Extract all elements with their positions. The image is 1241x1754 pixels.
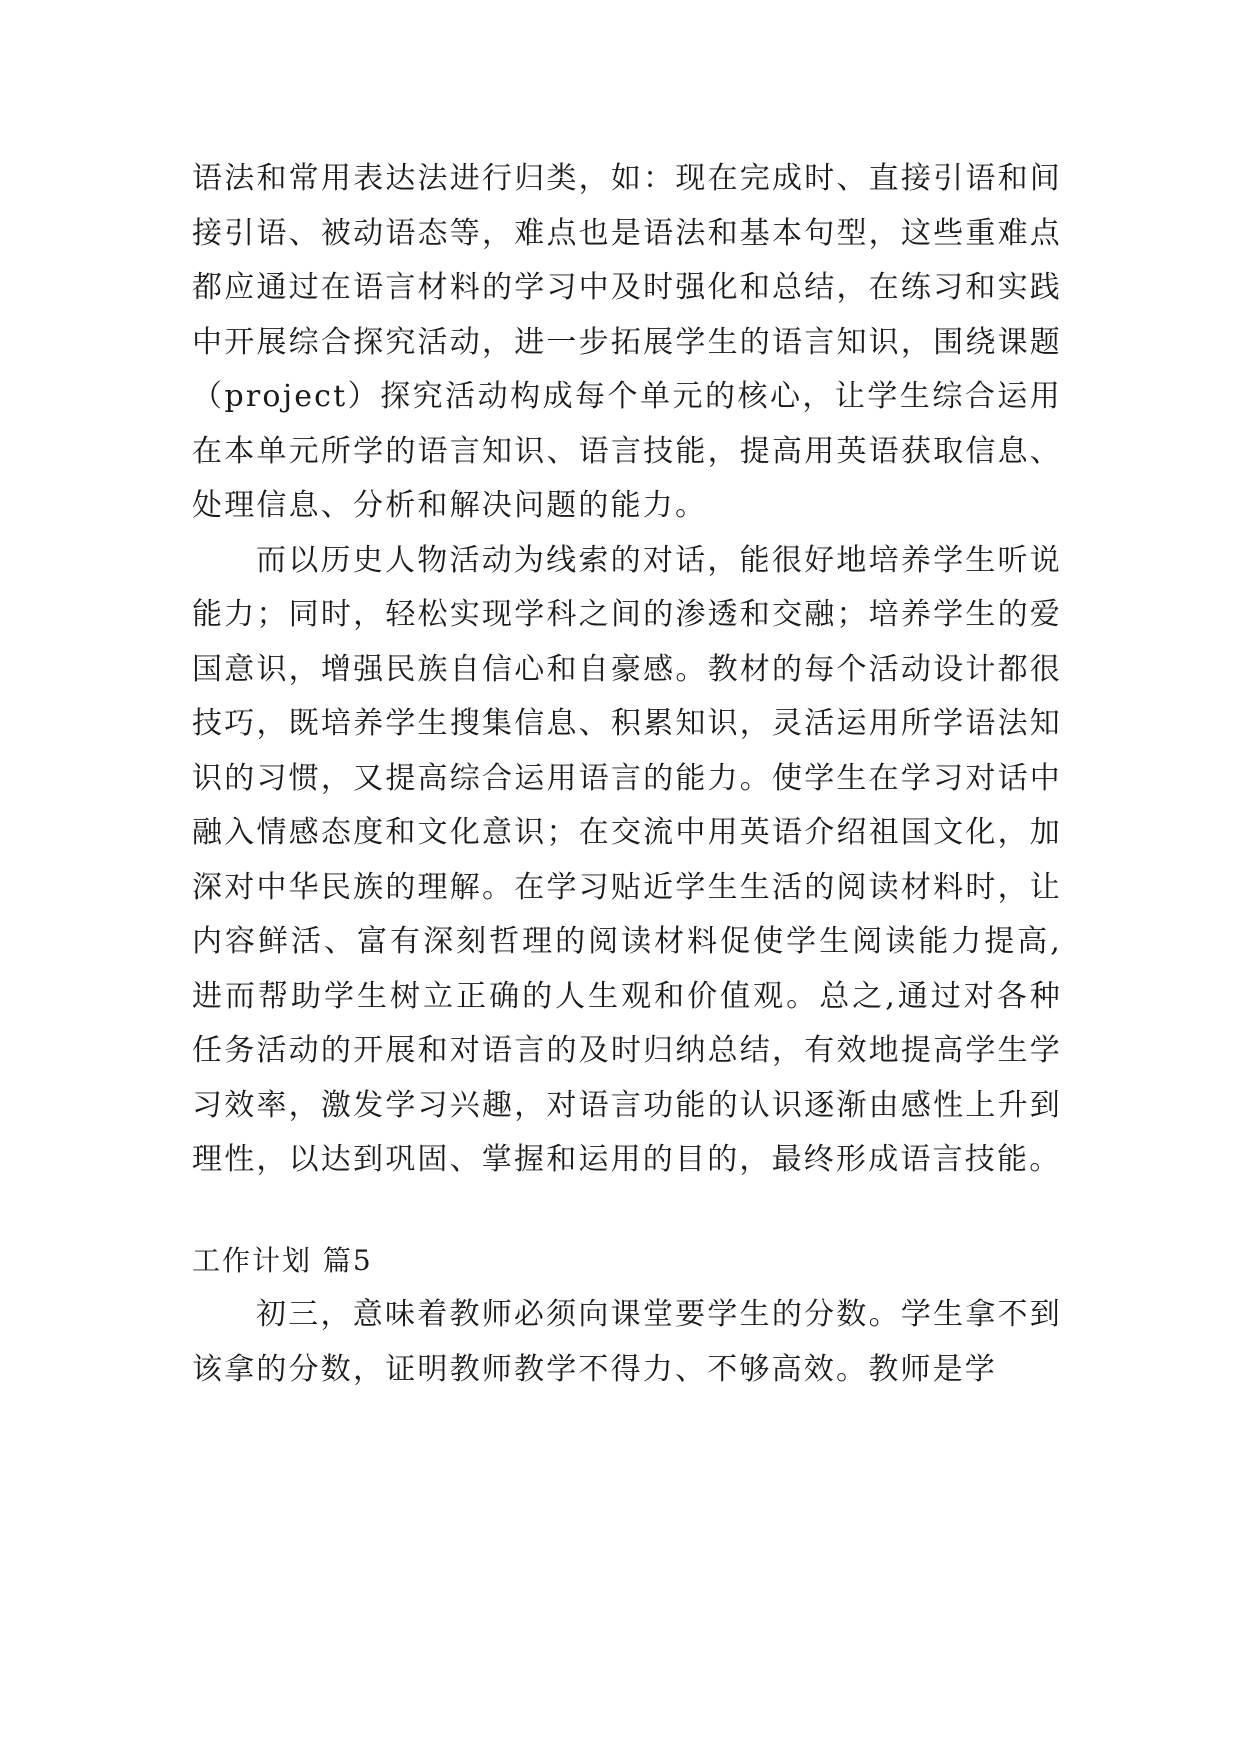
paragraph-dialogue-reading: 而以历史人物活动为线索的对话，能很好地培养学生听说能力；同时，轻松实现学科之间的渗透和交融；培养学生的爱国意识，增强民族自信心和自豪感。教材的每个活动设计都很技巧，既培养学生搜集信息、积累知识，灵活运用所学语法知识的习惯，又提高综合运用语言的能力。使学生在学习对话中融入情感态度和文化意识；在交流中用英语介绍祖国文化，加深对中华民族的理解。在学习贴近学生生活的阅读材料时，让内容鲜活、富有深刻哲理的阅读材料促使学生阅读能力提高,进而帮助学生树立正确的人生观和价值观。总之,通过对各种任务活动的开展和对语言的及时归纳总结，有效地提高学生学习效率，激发学习兴趣，对语言功能的认识逐渐由感性上升到理性，以达到巩固、掌握和运用的目的，最终形成语言技能。: [192, 542, 1062, 1177]
document-body: [192, 152, 1062, 1397]
section-heading: 工作计划 篇5: [192, 1243, 373, 1277]
paragraph-grade-nine: 初三，意味着教师必须向课堂要学生的分数。学生拿不到该拿的分数，证明教师教学不得力、不够高效。教师是学: [192, 1297, 1062, 1387]
paragraph-grammar-summary: 语法和常用表达法进行归类，如：现在完成时、直接引语和间接引语、被动语态等，难点也是语法和基本句型，这些重难点都应通过在语言材料的学习中及时强化和总结，在练习和实践中开展综合探究活动，进一步拓展学生的语言知识，围绕课题（project）探究活动构成每个单元的核心，让学生综合运用在本单元所学的语言知识、语言技能，提高用英语获取信息、处理信息、分析和解决问题的能力。: [192, 161, 1062, 523]
